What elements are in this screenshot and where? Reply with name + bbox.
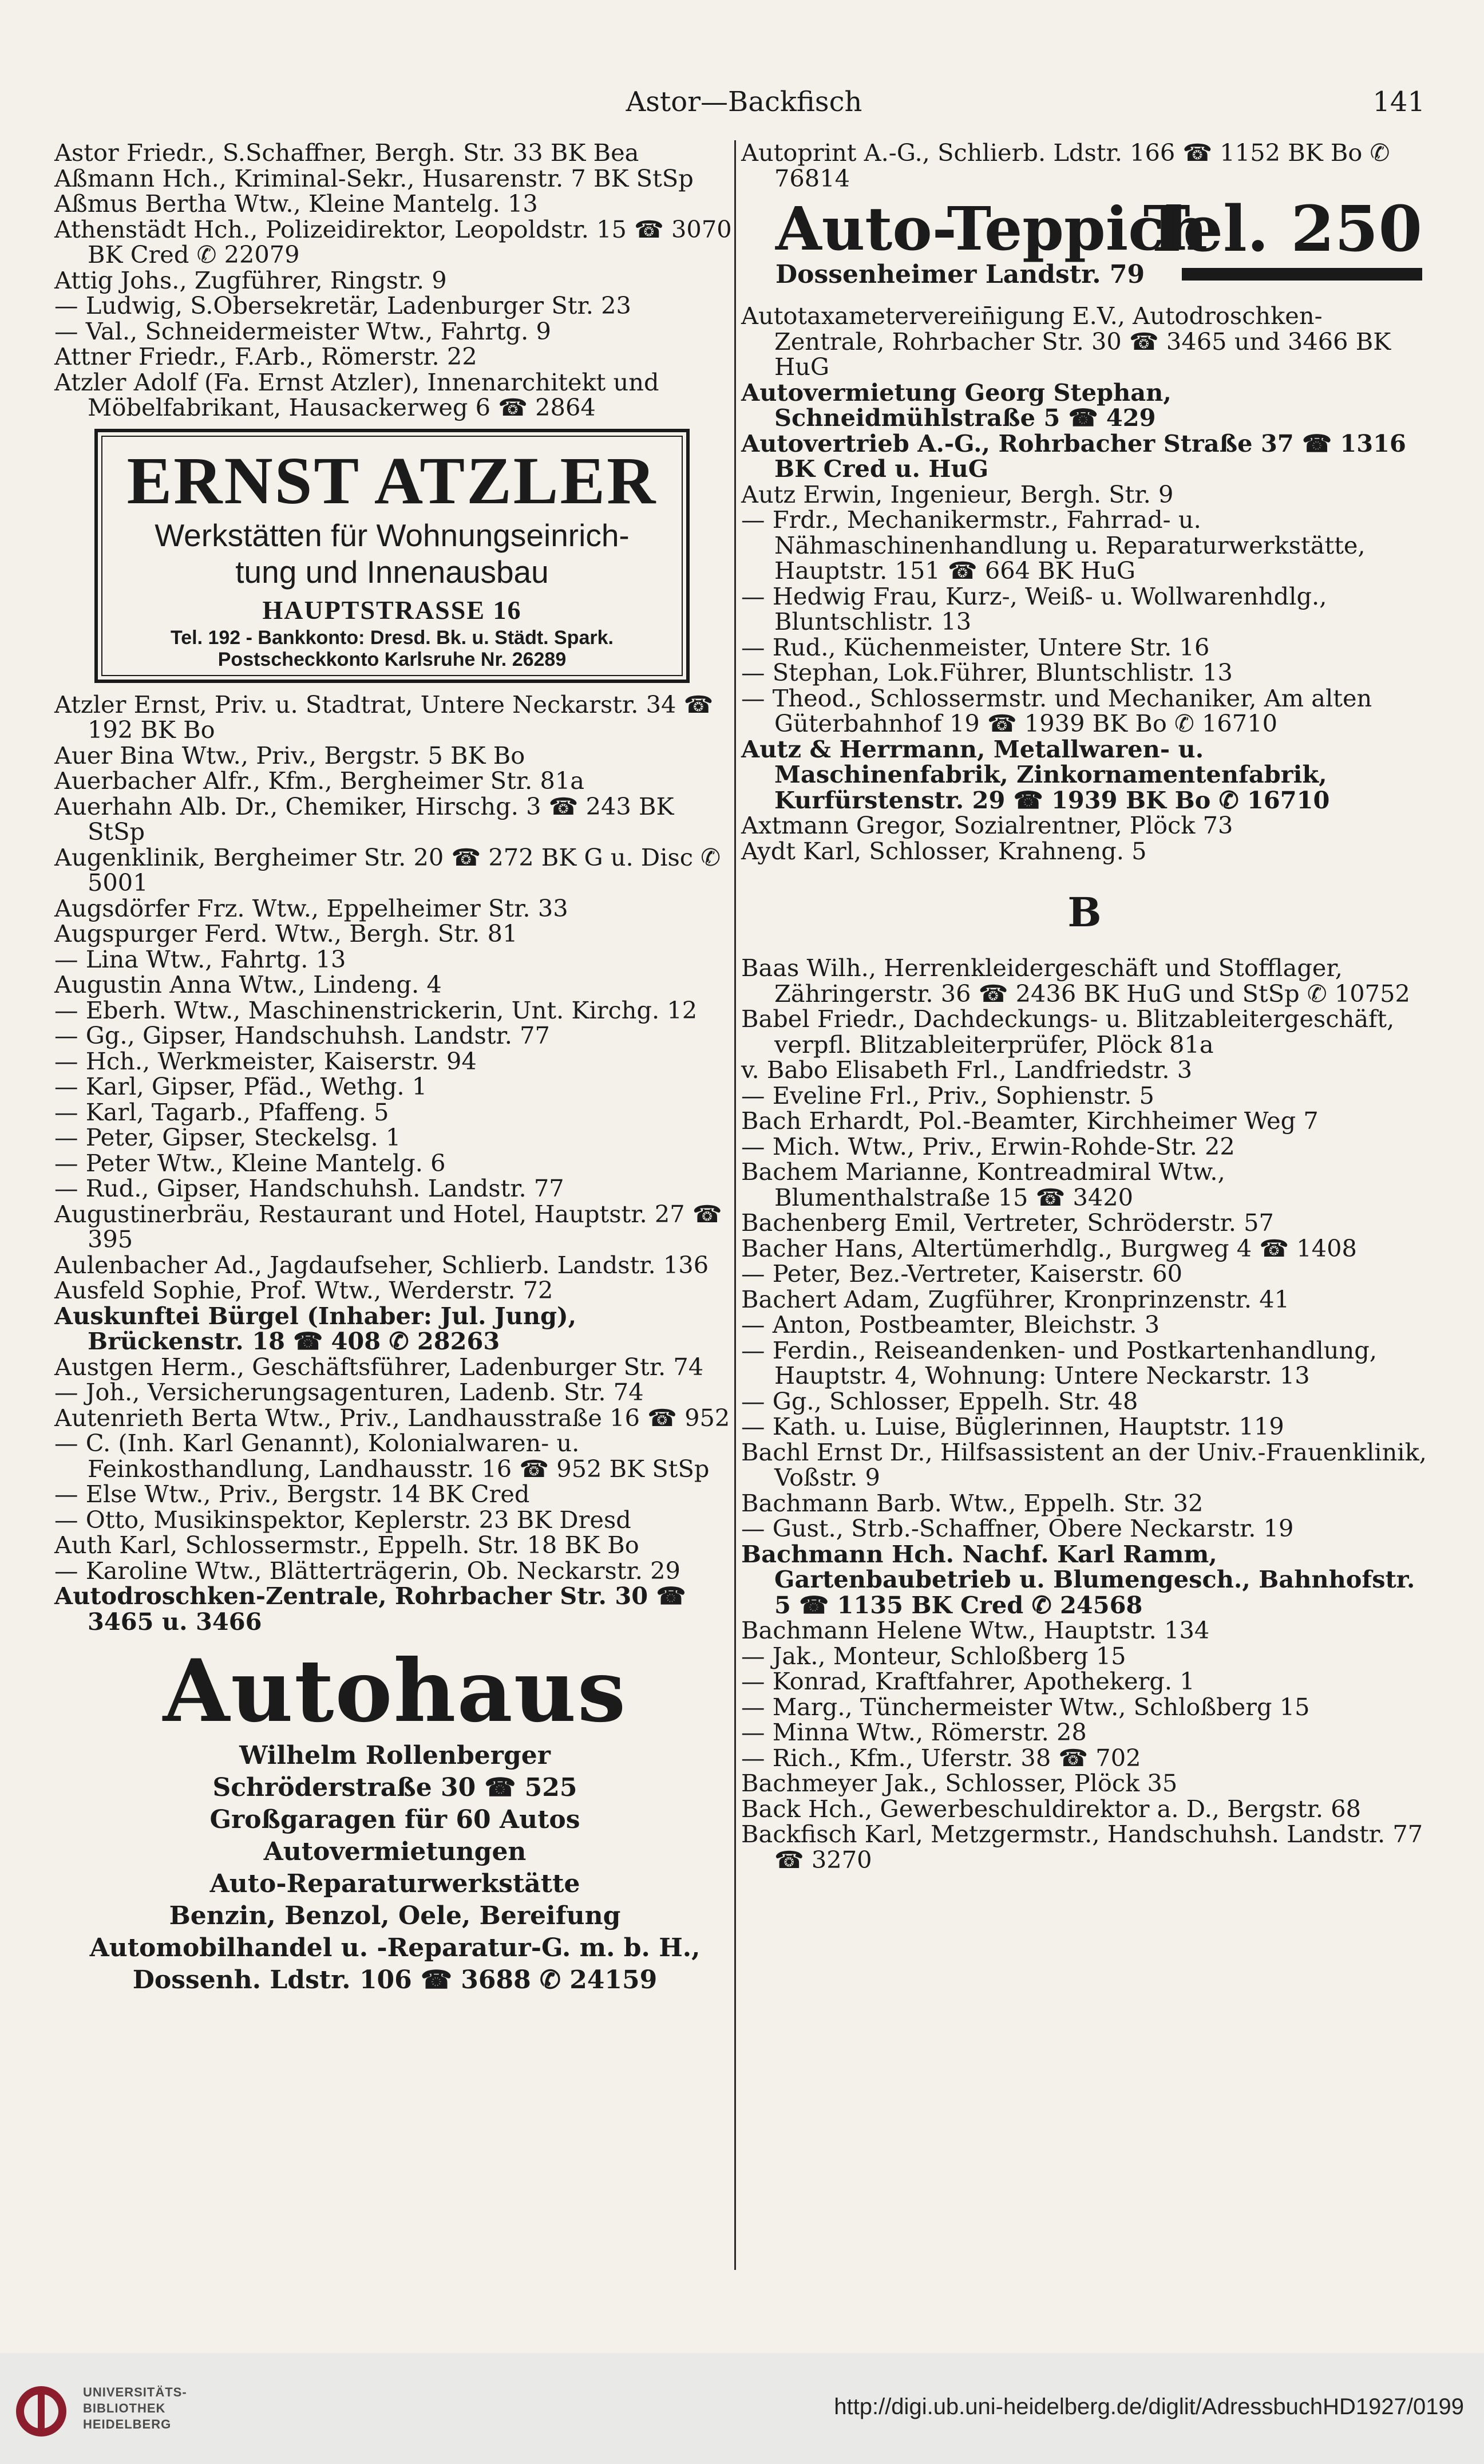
directory-entry: Augenklinik, Bergheimer Str. 20 ☎ 272 BK G u. Disc ✆ 5001 xyxy=(54,843,721,897)
directory-entry: Auerhahn Alb. Dr., Chemiker, Hirschg. 3 ☎ 243 BK StSp xyxy=(54,792,674,846)
auto-teppich-advertisement xyxy=(741,192,1428,298)
entry-list xyxy=(741,955,1428,1542)
directory-entry: — Rud., Gipser, Handschuhsh. Landstr. 77 xyxy=(54,1174,564,1202)
entry-list xyxy=(741,140,1428,191)
directory-entry: Babel Friedr., Dachdeckungs- u. Blitzableitergeschäft, verpfl. Blitzableiterprüfer, Plöck 81a xyxy=(741,1005,1395,1059)
ad-line: Dossenh. Ldstr. 106 ☎ 3688 ✆ 24159 xyxy=(132,1965,658,1995)
directory-entry: — Karoline Wtw., Blätterträgerin, Ob. Neckarstr. 29 xyxy=(54,1556,680,1585)
ad-line: Großgaragen für 60 Autos xyxy=(209,1805,580,1834)
entry-list xyxy=(741,1618,1428,1873)
directory-entry: Back Hch., Gewerbeschuldirektor a. D., Bergstr. 68 xyxy=(741,1794,1362,1823)
directory-entry: Augustinerbräu, Restaurant und Hotel, Hauptstr. 27 ☎ 395 xyxy=(54,1199,722,1253)
entry-list xyxy=(54,140,735,421)
directory-entry: — Rud., Küchenmeister, Untere Str. 16 xyxy=(741,633,1210,661)
ad-rule xyxy=(1182,268,1422,281)
section-letter: B xyxy=(1067,889,1102,936)
ad-line: tung und Innenausbau xyxy=(235,554,549,590)
ad-address: HAUPTSTRASSE 16 xyxy=(262,595,522,625)
directory-entry: v. Babo Elisabeth Frl., Landfriedstr. 3 xyxy=(741,1056,1193,1084)
directory-entry: Aulenbacher Ad., Jagdaufseher, Schlierb. Landstr. 136 xyxy=(54,1250,709,1279)
directory-entry: — Joh., Versicherungsagenturen, Ladenb. Str. 74 xyxy=(54,1378,644,1406)
bold-entry: Autodroschken-Zentrale, Rohrbacher Str. 30 ☎ 3465 u. 3466 xyxy=(54,1582,686,1636)
right-column xyxy=(741,140,1428,1873)
bold-entry: Autovertrieb A.-G., Rohrbacher Straße 37 ☎ 1316 BK Cred u. HuG xyxy=(741,429,1406,483)
entry-list xyxy=(54,692,735,1304)
directory-entry: — Stephan, Lok.Führer, Bluntschlistr. 13 xyxy=(741,658,1233,686)
directory-entry: Axtmann Gregor, Sozialrentner, Plöck 73 xyxy=(741,811,1233,839)
page-header xyxy=(52,86,1436,126)
directory-entry: Atzler Ernst, Priv. u. Stadtrat, Untere Neckarstr. 34 ☎ 192 BK Bo xyxy=(54,690,714,744)
directory-entry: — Peter Wtw., Kleine Mantelg. 6 xyxy=(54,1148,446,1177)
directory-entry: Bachem Marianne, Kontreadmiral Wtw., Blumenthalstraße 15 ☎ 3420 xyxy=(741,1158,1225,1211)
directory-entry: Bachenberg Emil, Vertreter, Schröderstr. 57 xyxy=(741,1209,1274,1237)
directory-entry: — Lina Wtw., Fahrtg. 13 xyxy=(54,945,346,973)
directory-entry: — Peter, Bez.-Vertreter, Kaiserstr. 60 xyxy=(741,1259,1183,1288)
directory-entry: Bach Erhardt, Pol.-Beamter, Kirchheimer Weg 7 xyxy=(741,1107,1319,1135)
page-number: 141 xyxy=(1372,86,1425,118)
directory-entry: Bacher Hans, Altertümerhdlg., Burgweg 4 ☎ 1408 xyxy=(741,1234,1357,1262)
directory-entry: — Ludwig, S.Obersekretär, Ladenburger Str. 23 xyxy=(54,291,631,319)
ad-line: Wilhelm Rollenberger xyxy=(239,1741,551,1770)
ad-line: Automobilhandel u. -Reparatur-G. m. b. H., xyxy=(89,1933,701,1962)
directory-entry: Autoprint A.-G., Schlierb. Ldstr. 166 ☎ 1152 BK Bo ✆ 76814 xyxy=(741,139,1390,192)
directory-entry: — Anton, Postbeamter, Bleichstr. 3 xyxy=(741,1310,1160,1338)
directory-entry: — Hch., Werkmeister, Kaiserstr. 94 xyxy=(54,1047,477,1075)
directory-entry: — Ferdin., Reiseandenken- und Postkartenhandlung, Hauptstr. 4, Wohnung: Untere Neckarstr. 13 xyxy=(741,1336,1378,1389)
directory-entry: Bachmann Helene Wtw., Hauptstr. 134 xyxy=(741,1616,1210,1644)
entry-list xyxy=(741,482,1428,737)
directory-entry: Auth Karl, Schlossermstr., Eppelh. Str. 18 BK Bo xyxy=(54,1531,639,1559)
directory-entry: — Hedwig Frau, Kurz-, Weiß- u. Wollwarenhdlg., Bluntschlistr. 13 xyxy=(741,582,1327,635)
directory-entry: Autz Erwin, Ingenieur, Bergh. Str. 9 xyxy=(741,480,1174,508)
ad-bank: Tel. 192 - Bankkonto: Dresd. Bk. u. Städt. Spark. xyxy=(171,626,614,649)
source-url-link[interactable]: http://digi.ub.uni-heidelberg.de/diglit/AdressbuchHD1927/0199 xyxy=(834,2394,1464,2419)
ad-lines xyxy=(54,1740,735,1996)
ad-line: Werkstätten für Wohnungseinrich- xyxy=(155,517,630,553)
directory-entry: — Karl, Gipser, Pfäd., Wethg. 1 xyxy=(54,1072,428,1100)
directory-entry: Attner Friedr., F.Arb., Römerstr. 22 xyxy=(54,342,477,370)
directory-entry: Bachmeyer Jak., Schlosser, Plöck 35 xyxy=(741,1769,1178,1797)
directory-entry: — Minna Wtw., Römerstr. 28 xyxy=(741,1718,1087,1746)
bold-entry: Autz & Herrmann, Metallwaren- u. Maschinenfabrik, Zinkornamentenfabrik, Kurfürstenstr. 29 ☎ 1939 BK Bo ✆ 16710 xyxy=(741,735,1330,814)
directory-entry: — Kath. u. Luise, Büglerinnen, Hauptstr. 119 xyxy=(741,1412,1284,1440)
directory-entry: — Else Wtw., Priv., Bergstr. 14 BK Cred xyxy=(54,1480,530,1508)
directory-entry: — Gust., Strb.-Schaffner, Obere Neckarstr. 19 xyxy=(741,1514,1294,1542)
directory-entry: — Peter, Gipser, Steckelsg. 1 xyxy=(54,1123,401,1151)
directory-entry: — Gg., Schlosser, Eppelh. Str. 48 xyxy=(741,1387,1138,1415)
directory-entry: — Mich. Wtw., Priv., Erwin-Rohde-Str. 22 xyxy=(741,1132,1235,1160)
entry-list xyxy=(741,813,1428,864)
entry-list xyxy=(54,1352,735,1585)
directory-entry: — Marg., Tünchermeister Wtw., Schloßberg 15 xyxy=(741,1692,1310,1721)
ad-telephone: Tel. 250 xyxy=(1143,192,1422,266)
directory-entry: Astor Friedr., S.Schaffner, Bergh. Str. 33 BK Bea xyxy=(54,139,639,167)
directory-entry: — Konrad, Kraftfahrer, Apothekerg. 1 xyxy=(741,1667,1195,1695)
directory-entry: Backfisch Karl, Metzgermstr., Handschuhsh. Landstr. 77 ☎ 3270 xyxy=(741,1820,1423,1874)
directory-entry: — Karl, Tagarb., Pfaffeng. 5 xyxy=(54,1097,389,1126)
directory-entry: Austgen Herm., Geschäftsführer, Ladenburger Str. 74 xyxy=(54,1352,704,1381)
library-name: UNIVERSITÄTS- BIBLIOTHEK HEIDELBERG xyxy=(83,2385,187,2431)
ad-title: Autohaus xyxy=(163,1641,627,1742)
autohaus-advertisement xyxy=(54,1642,735,1996)
ad-line: Benzin, Benzol, Oele, Bereifung xyxy=(169,1901,621,1930)
footer-bar xyxy=(0,2353,1484,2464)
directory-entry: Bachert Adam, Zugführer, Kronprinzenstr. 41 xyxy=(741,1285,1290,1313)
ad-address: Dossenheimer Landstr. 79 xyxy=(775,260,1145,289)
directory-entry: — Val., Schneidermeister Wtw., Fahrtg. 9 xyxy=(54,317,551,345)
directory-entry: Augspurger Ferd. Wtw., Bergh. Str. 81 xyxy=(54,919,518,947)
directory-entry: — Frdr., Mechanikermstr., Fahrrad- u. Nähmaschinenhandlung u. Reparaturwerkstätte, Hauptstr. 151 ☎ 664 BK HuG xyxy=(741,506,1366,585)
left-column xyxy=(54,140,735,1996)
directory-entry: Athenstädt Hch., Polizeidirektor, Leopoldstr. 15 ☎ 3070 BK Cred ✆ 22079 xyxy=(54,215,732,268)
directory-entry: Auerbacher Alfr., Kfm., Bergheimer Str. 81a xyxy=(54,767,584,795)
bold-entry-list xyxy=(741,380,1428,482)
directory-entry: — Otto, Musikinspektor, Keplerstr. 23 BK Dresd xyxy=(54,1505,631,1534)
running-title: Astor—Backfisch xyxy=(626,86,862,118)
entry-list xyxy=(741,303,1428,380)
directory-entry: — Eberh. Wtw., Maschinenstrickerin, Unt. Kirchg. 12 xyxy=(54,996,698,1024)
bold-entry: Autovermietung Georg Stephan, Schneidmühlstraße 5 ☎ 429 xyxy=(741,378,1172,432)
directory-entry: — Gg., Gipser, Handschuhsh. Landstr. 77 xyxy=(54,1021,550,1049)
directory-entry: Ausfeld Sophie, Prof. Wtw., Werderstr. 72 xyxy=(54,1276,553,1304)
directory-entry: Autotaxameterverein̄igung E.V., Autodroschken-Zentrale, Rohrbacher Str. 30 ☎ 3465 und 3466 BK HuG xyxy=(741,302,1391,381)
directory-entry: Aßmus Bertha Wtw., Kleine Mantelg. 13 xyxy=(54,189,538,218)
bold-entry: Bachmann Hch. Nachf. Karl Ramm, Gartenbaubetrieb u. Blumengesch., Bahnhofstr. 5 ☎ 1135 BK Cred ✆ 24568 xyxy=(741,1539,1415,1619)
directory-entry: Bachl Ernst Dr., Hilfsassistent an der Univ.-Frauenklinik, Voßstr. 9 xyxy=(741,1438,1427,1491)
directory-entry: Attig Johs., Zugführer, Ringstr. 9 xyxy=(54,266,447,294)
atzler-advertisement xyxy=(94,429,690,683)
directory-entry: Aydt Karl, Schlosser, Krahneng. 5 xyxy=(741,836,1147,865)
directory-entry: Augsdörfer Frz. Wtw., Eppelheimer Str. 33 xyxy=(54,894,568,922)
directory-entry: — Theod., Schlossermstr. und Mechaniker, Am alten Güterbahnhof 19 ☎ 1939 BK Bo ✆ 16710 xyxy=(741,684,1372,737)
directory-entry: — C. (Inh. Karl Genannt), Kolonialwaren- u. Feinkosthandlung, Landhausstr. 16 ☎ 952 BK StSp xyxy=(54,1429,710,1483)
ad-line: Schröderstraße 30 ☎ 525 xyxy=(212,1773,577,1802)
directory-entry: — Eveline Frl., Priv., Sophienstr. 5 xyxy=(741,1081,1154,1109)
directory-entry: Atzler Adolf (Fa. Ernst Atzler), Innenarchitekt und Möbelfabrikant, Hausackerweg 6 ☎ 2864 xyxy=(54,368,659,421)
directory-entry: — Rich., Kfm., Uferstr. 38 ☎ 702 xyxy=(741,1743,1141,1772)
ad-postcheck: Postscheckkonto Karlsruhe Nr. 26289 xyxy=(217,648,567,670)
bold-entry: Auskunftei Bürgel (Inhaber: Jul. Jung), Brückenstr. 18 ☎ 408 ✆ 28263 xyxy=(54,1301,577,1355)
library-logo-icon xyxy=(13,2383,70,2440)
directory-entry: — Jak., Monteur, Schloßberg 15 xyxy=(741,1641,1126,1670)
directory-entry: Aßmann Hch., Kriminal-Sekr., Husarenstr. 7 BK StSp xyxy=(54,164,694,192)
ad-company-name: ERNST ATZLER xyxy=(126,443,658,518)
directory-entry: Baas Wilh., Herrenkleidergeschäft und Stofflager, Zähringerstr. 36 ☎ 2436 BK HuG und StSp ✆ 10752 xyxy=(741,954,1410,1008)
directory-entry: Augustin Anna Wtw., Lindeng. 4 xyxy=(54,970,442,998)
directory-entry: Bachmann Barb. Wtw., Eppelh. Str. 32 xyxy=(741,1488,1204,1517)
ad-line: Auto-Reparaturwerkstätte xyxy=(209,1869,580,1898)
directory-entry: Auer Bina Wtw., Priv., Bergstr. 5 BK Bo xyxy=(54,741,525,769)
ad-line: Autovermietungen xyxy=(263,1837,527,1866)
directory-entry: Autenrieth Berta Wtw., Priv., Landhausstraße 16 ☎ 952 xyxy=(54,1403,730,1432)
ad-title: Auto-Teppich xyxy=(775,194,1208,264)
